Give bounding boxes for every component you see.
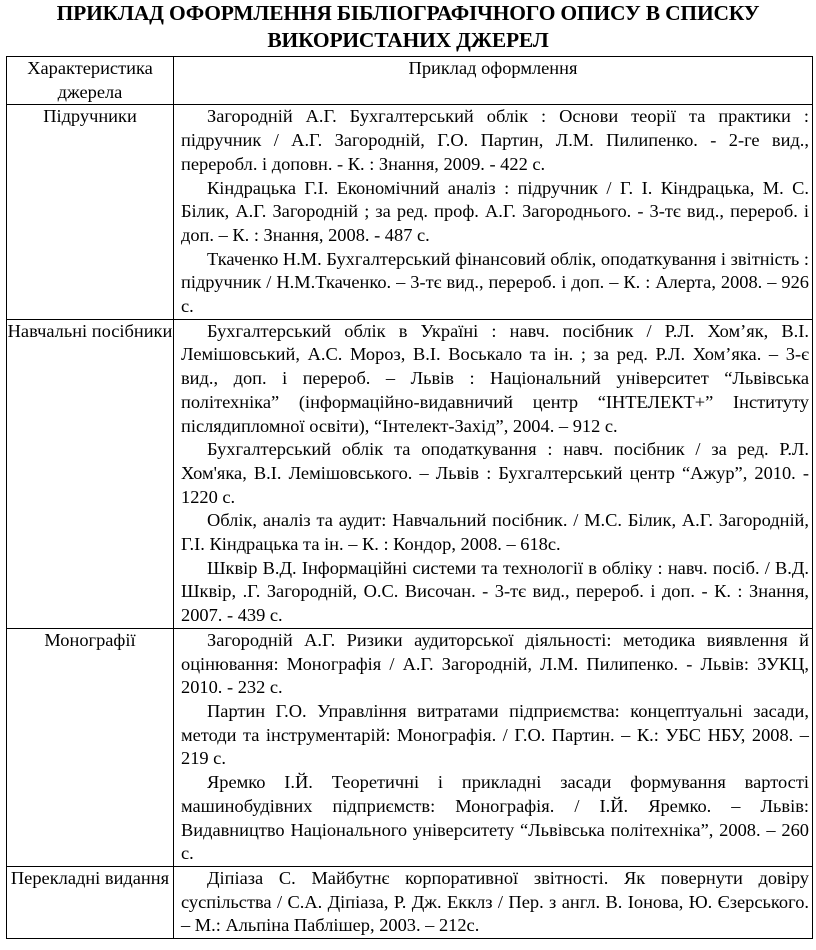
table-row — [7, 628, 813, 866]
reference-entry: Загородній А.Г. Ризики аудиторської діяльності: методика виявлення й оцінювання: Монографія / А.Г. Загородній, Л.М. Пилипенко. - Львів: ЗУКЦ, 2010. - 232 с. — [181, 629, 809, 698]
reference-entry: Ткаченко Н.М. Бухгалтерський фінансовий облік, оподаткування і звітність : підручник / Н.М.Ткаченко. – 3-тє вид., перероб. і доп. – К. : Алерта, 2008. – 926 с. — [181, 248, 809, 317]
entries-cell — [174, 105, 813, 319]
reference-entry: Яремко І.Й. Теоретичні і прикладні засади формування вартості машинобудівних підприємств: Монографія. / І.Й. Яремко. – Львів: Видавництво Національного університету “Львівська політехніка”, 2008. – 260 с. — [181, 772, 809, 864]
category-cell: Підручники — [7, 105, 174, 319]
table-row — [7, 105, 813, 319]
category-cell: Монографії — [7, 628, 174, 866]
entries-cell — [174, 866, 813, 938]
reference-entry: Облік, аналіз та аудит: Навчальний посібник. / М.С. Білик, А.Г. Загородній, Г.І. Кіндрацька та ін. – К. : Кондор, 2008. – 618с. — [181, 510, 809, 555]
header-source-type: Характеристика джерела — [7, 57, 174, 105]
title-line-2: ВИКОРИСТАНИХ ДЖЕРЕЛ — [267, 28, 549, 52]
reference-entry: Загородній А.Г. Бухгалтерський облік : Основи теорії та практики : підручник / А.Г. Загородній, Г.О. Партин, Л.М. Пилипенко. - 2-ге вид., переробл. і доповн. - К. : Знання, 2009. - 422 с. — [181, 106, 809, 174]
reference-entry: Кіндрацька Г.І. Економічний аналіз : підручник / Г. І. Кіндрацька, М. С. Білик, А.Г. Загородній ; за ред. проф. А.Г. Загороднього. - 3-тє вид., перероб. і доп. – К. : Знання, 2008. - 487 с. — [181, 177, 809, 245]
reference-entry: Партин Г.О. Управління витратами підприємства: концептуальні засади, методи та інструментарій: Монографія. / Г.О. Партин. – К.: УБС НБУ, 2008. – 219 с. — [181, 700, 809, 769]
table-header-row — [7, 57, 813, 105]
entries-cell — [174, 628, 813, 866]
entries-cell — [174, 319, 813, 628]
reference-entry: Шквір В.Д. Інформаційні системи та технології в обліку : навч. посіб. / В.Д. Шквір, .Г. Загородній, О.С. Височан. - 3-тє вид., перероб. і доп. - К. : Знання, 2007. - 439 с. — [181, 557, 809, 626]
category-cell: Навчальні посібники — [7, 319, 174, 628]
table-row — [7, 319, 813, 628]
title-line-1: ПРИКЛАД ОФОРМЛЕННЯ БІБЛІОГРАФІЧНОГО ОПИСУ В СПИСКУ — [56, 1, 760, 25]
reference-entry: Бухгалтерський облік та оподаткування : навч. посібник / за ред. Р.Л. Хом'яка, В.І. Лемішовського. – Львів : Бухгалтерський центр “Ажур”, 2010. - 1220 с. — [181, 439, 809, 507]
category-cell: Перекладні видання — [7, 866, 174, 938]
page-title — [0, 0, 816, 54]
table-row — [7, 866, 813, 938]
reference-entry: Діпіаза С. Майбутнє корпоративної звітності. Як повернути довіру суспільства / С.А. Діпіаза, Р. Дж. Екклз / Пер. з англ. В. Іонова, Ю. Єзерського. – М.: Альпіна Паблішер, 2003. – 212с. — [181, 867, 809, 936]
bibliography-table — [6, 56, 813, 939]
header-example: Приклад оформлення — [174, 57, 813, 105]
reference-entry: Бухгалтерський облік в Україні : навч. посібник / Р.Л. Хом’як, В.І. Лемішовський, А.С. Мороз, В.І. Воськало та ін. ; за ред. Р.Л. Хом’яка. – 3-є вид., доп. і перероб. – Львів : Національний університет “Львівська політехніка” (інформаційно-видавничий центр “ІНТЕЛЕКТ+” Інституту післядипломної освіти), “Інтелект-Захід”, 2004. – 912 с. — [181, 320, 809, 436]
